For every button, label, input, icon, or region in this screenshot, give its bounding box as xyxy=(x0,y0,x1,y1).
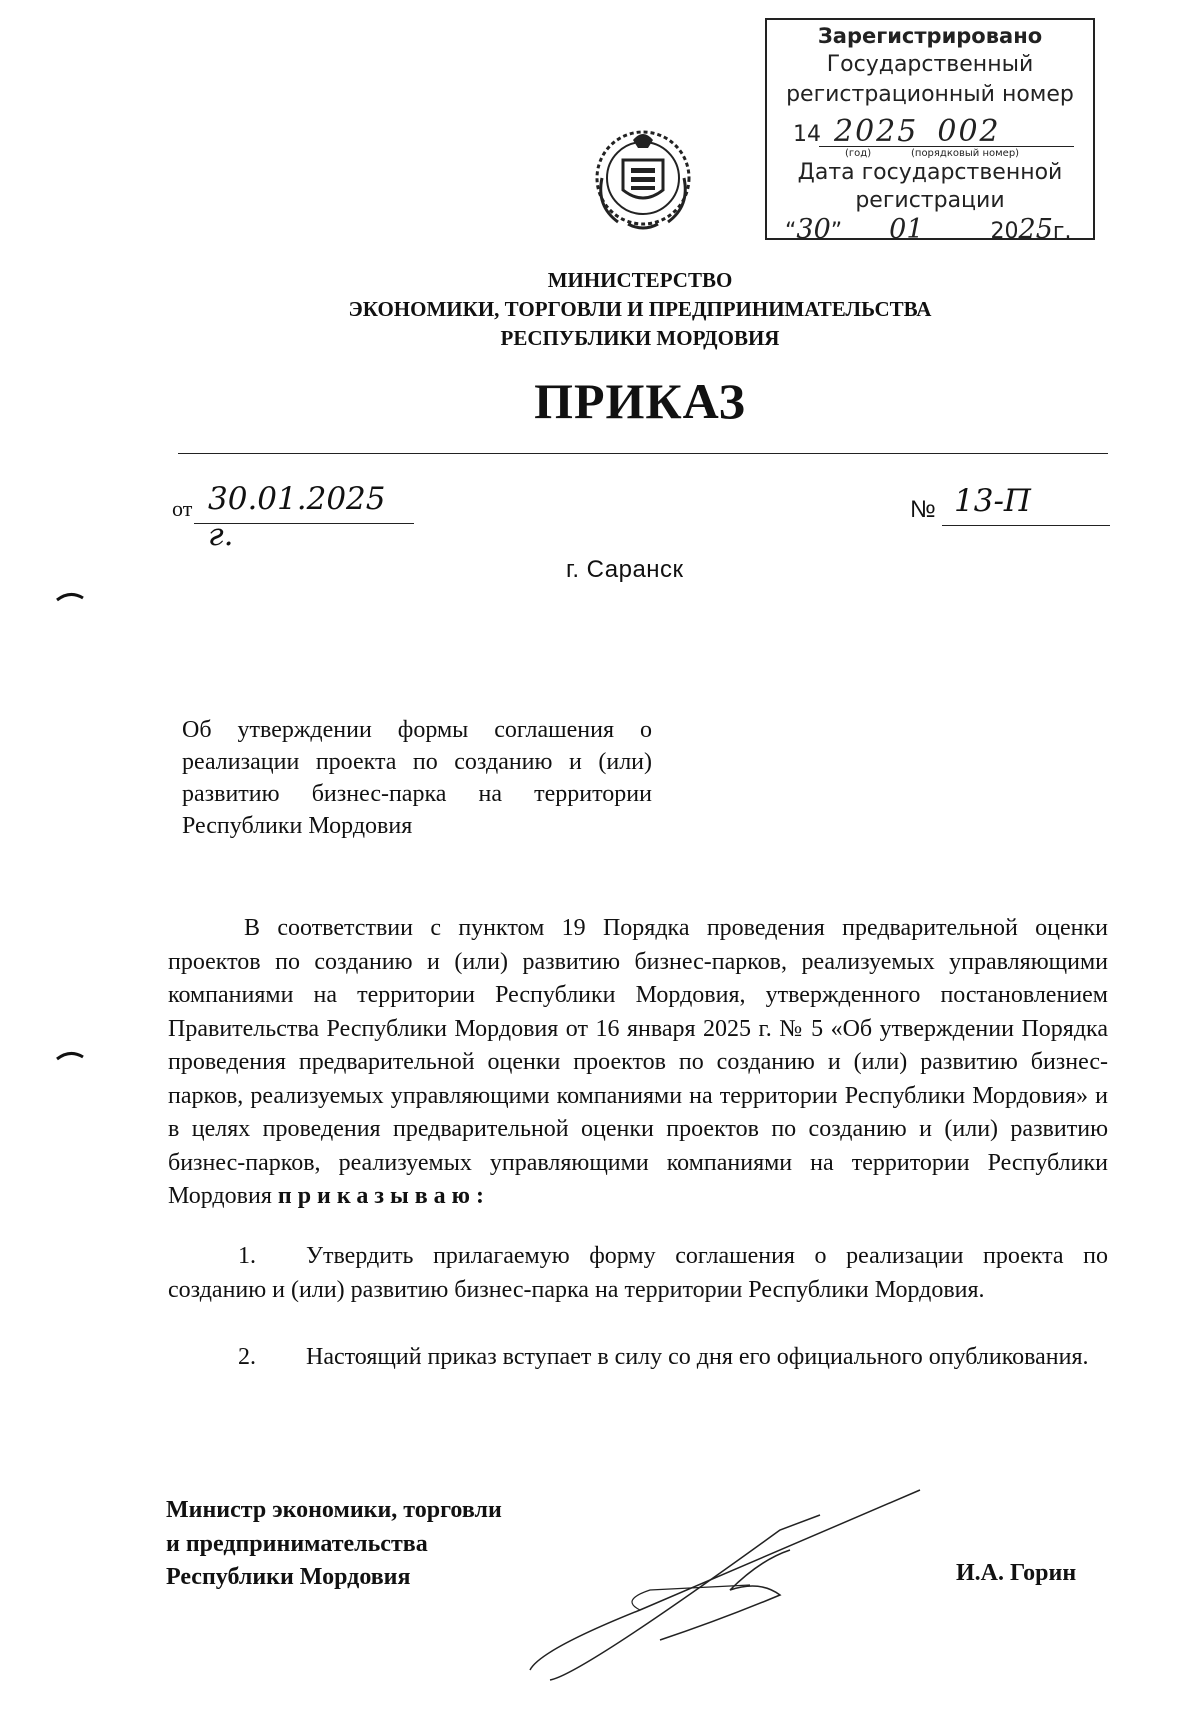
item-text: Утвердить прилагаемую форму соглашения о реализации проекта по созданию и (или) развитию бизнес-парка на территории Республики Мордовия. xyxy=(168,1243,1108,1303)
stamp-title: Зарегистрировано xyxy=(817,24,1043,48)
stamp-caption-seq: (порядковый номер) xyxy=(911,148,1020,159)
handwritten-signature xyxy=(520,1470,980,1690)
stamp-line-1: Государственный xyxy=(826,52,1034,77)
coat-of-arms-emblem xyxy=(588,118,698,236)
stamp-reg-underline xyxy=(819,146,1074,147)
stamp-date: “30” 01 2025г. xyxy=(785,214,1072,245)
order-preamble xyxy=(168,912,1108,1214)
scan-mark xyxy=(55,1049,85,1061)
registration-stamp xyxy=(765,18,1095,245)
stamp-line-2: регистрационный номер xyxy=(786,82,1074,107)
item-number: 2. xyxy=(238,1344,256,1370)
order-item xyxy=(168,1240,1108,1307)
date-label: от xyxy=(172,496,193,521)
signer-title-line-3: Республики Мордовия xyxy=(166,1564,411,1590)
number-label: № xyxy=(910,496,936,523)
stamp-date-suffix: г. xyxy=(1052,219,1072,244)
signer-title-line-1: Министр экономики, торговли xyxy=(166,1497,502,1523)
order-word: приказываю: xyxy=(277,1183,491,1209)
city: г. Саранск xyxy=(566,556,684,583)
ministry-line-2: ЭКОНОМИКИ, ТОРГОВЛИ И ПРЕДПРИНИМАТЕЛЬСТВА xyxy=(348,297,932,321)
ministry-line-1: МИНИСТЕРСТВО xyxy=(547,268,733,292)
ministry-name xyxy=(230,266,1050,353)
stamp-line-3: Дата государственной xyxy=(797,160,1063,185)
stamp-reg-year: 2025 xyxy=(834,114,919,149)
stamp-reg-prefix: 14 xyxy=(793,122,821,147)
preamble-text: В соответствии с пунктом 19 Порядка проведения предварительной оценки проектов по созданию и (или) развитию бизнес-парков, реализуемых управляющими компаниями на территории Республики Мордовия, утвержденного постановлением Правительства Республики Мордовия от 16 января 2025 г. № 5 «Об утверждении Порядка проведения предварительной оценки проектов по созданию и (или) развитию бизнес-парков, реализуемых управляющими компаниями на территории Республики Мордовия» и в целях проведения предварительной оценки проектов по созданию и (или) развитию бизнес-парков, реализуемых управляющими компаниями на территории Республики Мордовия xyxy=(168,915,1108,1209)
signer-position xyxy=(166,1494,502,1595)
document-type-title: ПРИКАЗ xyxy=(534,373,746,429)
signer-name: И.А. Горин xyxy=(956,1560,1077,1586)
stamp-date-year: 25 xyxy=(1018,214,1053,245)
order-date: 30.01.2025 г. xyxy=(194,481,414,524)
stamp-date-year-prefix: 20 xyxy=(990,219,1019,244)
ministry-line-3: РЕСПУБЛИКИ МОРДОВИЯ xyxy=(500,326,780,350)
stamp-caption-year: (год) xyxy=(845,148,872,159)
stamp-date-month: 01 xyxy=(889,214,924,245)
signer-title-line-2: и предпринимательства xyxy=(166,1530,428,1557)
stamp-line-4: регистрации xyxy=(855,188,1005,213)
stamp-reg-number xyxy=(793,114,1001,149)
header-divider xyxy=(178,453,1108,454)
order-subject: Об утверждении формы соглашения о реализации проекта по созданию и (или) развитию бизнес-парка на территории Республики Мордовия xyxy=(182,717,652,839)
stamp-date-day: 30 xyxy=(796,214,831,245)
item-text: Настоящий приказ вступает в силу со дня его официального опубликования. xyxy=(306,1344,1089,1370)
order-item xyxy=(168,1341,1108,1375)
stamp-date-underline xyxy=(787,238,1077,239)
order-number: 13-П xyxy=(942,483,1110,526)
item-number: 1. xyxy=(238,1243,256,1269)
scan-mark xyxy=(55,590,85,602)
stamp-reg-seq: 002 xyxy=(937,114,1001,149)
